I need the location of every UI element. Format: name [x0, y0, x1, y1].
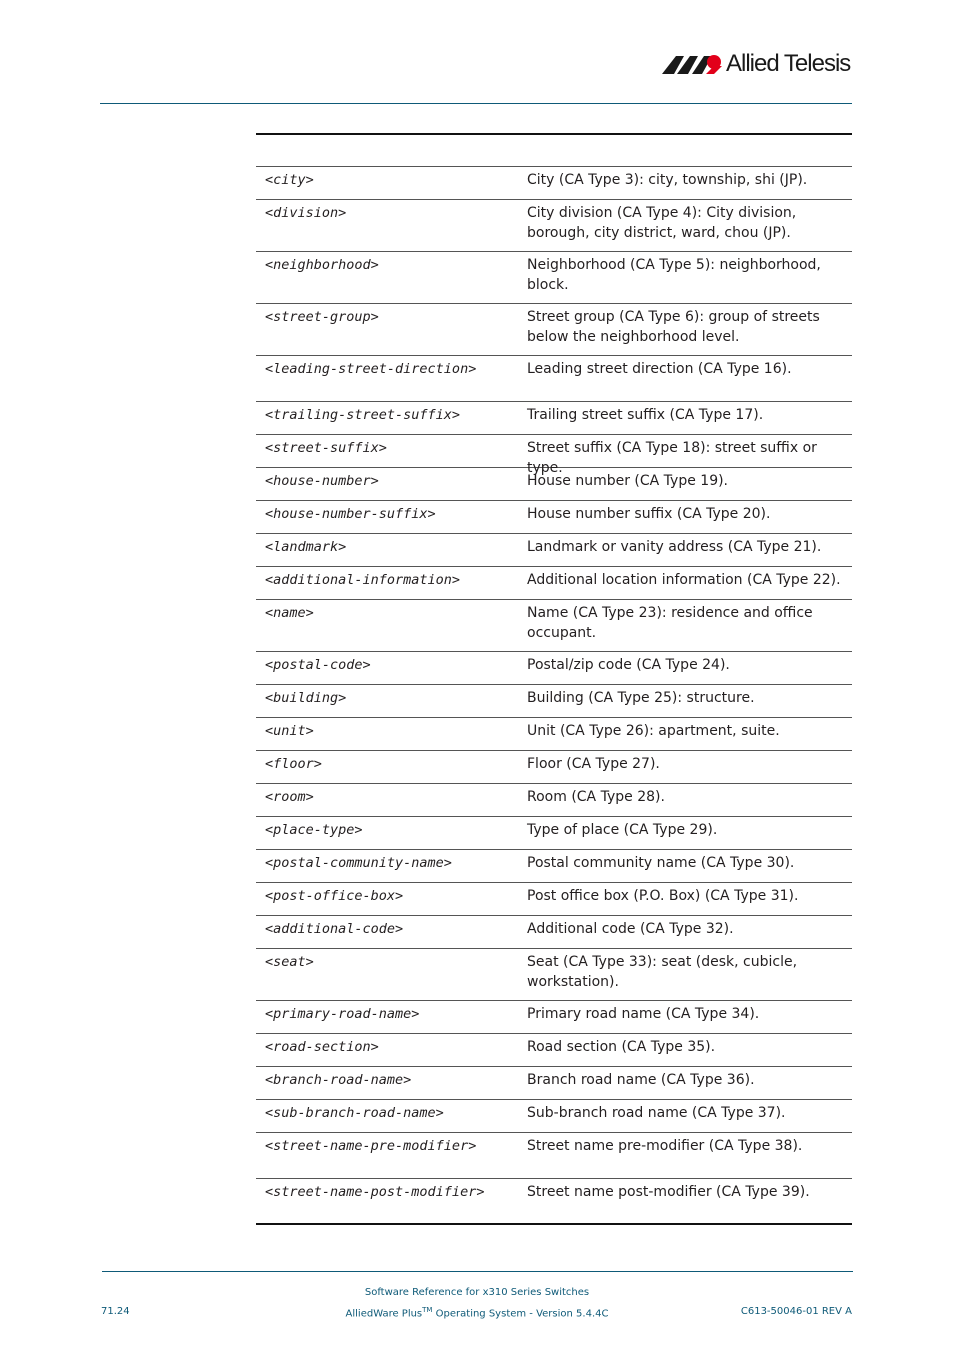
parameter-name: <unit> — [265, 723, 314, 739]
parameter-description: Primary road name (CA Type 34). — [527, 1006, 760, 1022]
table-row — [256, 916, 852, 949]
parameter-description: Additional code (CA Type 32). — [527, 921, 734, 937]
parameter-description: Name (CA Type 23): residence and office occupant. — [527, 605, 813, 641]
parameter-description: Unit (CA Type 26): apartment, suite. — [527, 723, 780, 739]
table-row — [256, 1001, 852, 1034]
table-body — [256, 167, 852, 1225]
table-row — [256, 652, 852, 685]
table-row — [256, 1067, 852, 1100]
document-id: C613-50046-01 REV A — [740, 1306, 852, 1317]
footer-rule — [102, 1271, 853, 1272]
parameter-description: Postal community name (CA Type 30). — [527, 855, 795, 871]
parameter-name: <postal-code> — [265, 657, 371, 673]
parameter-name: <division> — [265, 205, 347, 221]
parameter-name: <neighborhood> — [265, 257, 379, 273]
table-row — [256, 304, 852, 356]
table-row — [256, 949, 852, 1001]
table-row — [256, 252, 852, 304]
brand-name: Allied Telesis — [726, 50, 851, 77]
parameter-name: <road-section> — [265, 1039, 379, 1055]
parameter-name: <sub-branch-road-name> — [265, 1105, 444, 1121]
parameter-name: <street-name-pre-modifier> — [265, 1138, 477, 1154]
parameter-description: Neighborhood (CA Type 5): neighborhood, block. — [527, 257, 821, 293]
parameter-name: <street-name-post-modifier> — [265, 1184, 485, 1200]
table-row — [256, 883, 852, 916]
parameter-name: <street-suffix> — [265, 440, 387, 456]
table-row — [256, 784, 852, 817]
table-row — [256, 1133, 852, 1179]
parameter-description: Street suffix (CA Type 18): street suffix or type. — [527, 440, 817, 476]
parameter-description: House number (CA Type 19). — [527, 473, 729, 489]
parameter-description: Additional location information (CA Type 22). — [527, 572, 841, 588]
parameter-name: <house-number> — [265, 473, 379, 489]
parameter-description: City (CA Type 3): city, township, shi (JP). — [527, 172, 808, 188]
parameter-description: Room (CA Type 28). — [527, 789, 665, 805]
parameter-name: <floor> — [265, 756, 322, 772]
table-row — [256, 356, 852, 402]
parameter-name: <post-office-box> — [265, 888, 404, 904]
table-row — [256, 501, 852, 534]
parameter-description: Seat (CA Type 33): seat (desk, cubicle, workstation). — [527, 954, 798, 990]
table-row — [256, 402, 852, 435]
footer-os: Operating System - Version 5.4.4C — [432, 1308, 609, 1320]
table-row — [256, 685, 852, 718]
parameter-description: City division (CA Type 4): City division, borough, city district, ward, chou (JP). — [527, 205, 797, 241]
page-number: 71.24 — [101, 1306, 130, 1317]
parameter-description: Landmark or vanity address (CA Type 21). — [527, 539, 822, 555]
parameter-description: Road section (CA Type 35). — [527, 1039, 716, 1055]
parameter-name: <house-number-suffix> — [265, 506, 436, 522]
allied-telesis-logo-icon — [662, 52, 724, 76]
parameter-description: Branch road name (CA Type 36). — [527, 1072, 755, 1088]
table-row — [256, 435, 852, 476]
parameter-name: <branch-road-name> — [265, 1072, 412, 1088]
parameter-name: <name> — [265, 605, 314, 621]
table-row — [256, 167, 852, 200]
table-row — [256, 751, 852, 784]
parameter-description: Type of place (CA Type 29). — [527, 822, 718, 838]
parameter-description: Trailing street suffix (CA Type 17). — [527, 407, 764, 423]
parameter-description: Street group (CA Type 6): group of streets below the neighborhood level. — [527, 309, 820, 345]
parameter-table — [256, 133, 852, 1225]
parameter-description: Postal/zip code (CA Type 24). — [527, 657, 730, 673]
parameter-description: Post office box (P.O. Box) (CA Type 31). — [527, 888, 799, 904]
header-rule — [100, 103, 852, 104]
parameter-description: Leading street direction (CA Type 16). — [527, 361, 792, 377]
parameter-name: <postal-community-name> — [265, 855, 452, 871]
parameter-description: Street name pre-modifier (CA Type 38). — [527, 1138, 803, 1154]
table-row — [256, 817, 852, 850]
parameter-name: <place-type> — [265, 822, 363, 838]
table-row — [256, 718, 852, 751]
table-row — [256, 534, 852, 567]
parameter-name: <city> — [265, 172, 314, 188]
parameter-name: <leading-street-direction> — [265, 361, 477, 377]
parameter-name: <room> — [265, 789, 314, 805]
parameter-description: Sub-branch road name (CA Type 37). — [527, 1105, 786, 1121]
table-row — [256, 1100, 852, 1133]
parameter-name: <additional-information> — [265, 572, 461, 588]
parameter-description: House number suffix (CA Type 20). — [527, 506, 771, 522]
parameter-description: Floor (CA Type 27). — [527, 756, 660, 772]
parameter-name: <landmark> — [265, 539, 347, 555]
parameter-name: <seat> — [265, 954, 314, 970]
table-row — [256, 850, 852, 883]
table-row — [256, 1034, 852, 1067]
parameter-description: Street name post-modifier (CA Type 39). — [527, 1184, 810, 1200]
footer-trademark: TM — [422, 1306, 433, 1314]
footer-product: AlliedWare Plus — [345, 1308, 423, 1320]
parameter-name: <street-group> — [265, 309, 379, 325]
parameter-name: <trailing-street-suffix> — [265, 407, 461, 423]
table-row — [256, 567, 852, 600]
table-row — [256, 468, 852, 501]
table-header-gap — [256, 135, 852, 167]
table-row — [256, 600, 852, 652]
parameter-description: Building (CA Type 25): structure. — [527, 690, 755, 706]
table-row — [256, 200, 852, 252]
parameter-name: <primary-road-name> — [265, 1006, 420, 1022]
footer-title: Software Reference for x310 Series Switches — [364, 1287, 590, 1298]
parameter-name: <building> — [265, 690, 347, 706]
allied-telesis-logo — [662, 50, 854, 80]
table-row — [256, 1179, 852, 1225]
parameter-name: <additional-code> — [265, 921, 404, 937]
